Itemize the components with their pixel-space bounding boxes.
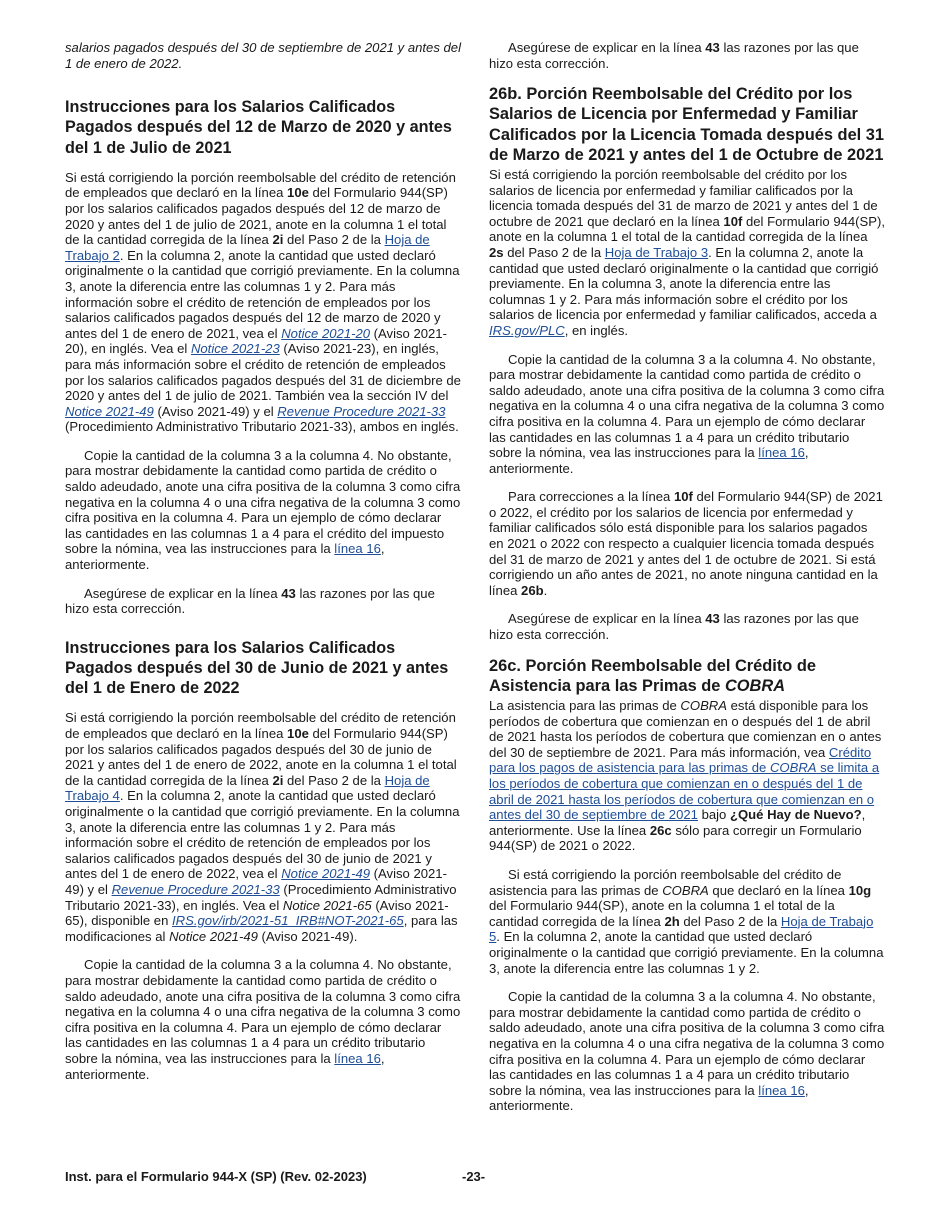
link-credito-cobra[interactable]: Crédito para los pagos de asistencia para las primas de COBRA se limita a los períodos de cobertura que comienzan en o después del 1 de abril de 2021 hasta los períodos de cobertura que comienzan en o antes del 30 de septiembre de 2021 xyxy=(489,744,880,823)
link-linea-16[interactable]: línea 16 xyxy=(334,1050,381,1066)
paragraph: Copie la cantidad de la columna 3 a la columna 4. No obstante, para mostrar debidamente la cantidad como partida de crédito o saldo adeudado, anote una cifra positiva de la columna 3 como cifra negativa en la columna 4 o una cifra negativa de la columna 3 como cifra positiva en la columna 4. Para un ejemplo de cómo declarar las cantidades en las columnas 1 a 4 para el crédito del impuesto sobre la nómina, vea las instrucciones para la línea 16, anteriormente. xyxy=(65,447,461,573)
link-notice-2021-20[interactable]: Notice 2021-20 xyxy=(281,325,371,341)
link-hoja-de-trabajo-5[interactable]: Hoja de Trabajo 5 xyxy=(489,913,874,945)
link-hoja-de-trabajo-3[interactable]: Hoja de Trabajo 3 xyxy=(604,244,709,260)
section-heading-june-2021: Instrucciones para los Salarios Calificados Pagados después del 30 de Junio de 2021 y antes del 1 de Enero de 2022 xyxy=(65,638,449,698)
paragraph: Copie la cantidad de la columna 3 a la columna 4. No obstante, para mostrar debidamente la cantidad como partida de crédito o saldo adeudado, anote una cifra positiva de la columna 3 como cifra negativa en la columna 4 o una cifra negativa de la columna 3 como cifra positiva en la columna 4. Para un ejemplo de cómo declarar las cantidades en las columnas 1 a 4 para un crédito tributario sobre la nómina, vea las instrucciones para la línea 16, anteriormente. xyxy=(65,957,461,1082)
paragraph: Si está corrigiendo la porción reembolsable del crédito de retención de empleados que declaró en la línea 10e del Formulario 944(SP) por los salarios calificados pagados después del 12 de marzo de 2020 y antes del 1 de julio de 2021, anote en la columna 1 el total de la cantidad corregida de la línea 2i del Paso 2 de la Hoja de Trabajo 2. En la columna 2, anote la cantidad que usted declaró originalmente o la cantidad que corrigió previamente. En la columna 3, anote la diferencia entre las columnas 1 y 2. Para más información sobre el crédito de retención de empleados por los salarios calificados pagados después del 12 de marzo de 2020 y antes del 1 de enero de 2021, vea el Notice 2021-20 (Aviso 2021-20), en inglés. Vea el Notice 2021-23 (Aviso 2021-23), en inglés, para más información sobre el crédito de retención de empleados por los salarios calificados pagados después del 31 de diciembre de 2020 y antes del 1 de julio de 2021. También vea la sección IV del Notice 2021-49 (Aviso 2021-49) y el Revenue Procedure 2021-33 (Procedimiento Administrativo Tributario 2021-33), ambos en inglés. xyxy=(65,169,461,435)
page-number: -23- xyxy=(462,1169,486,1184)
link-revenue-procedure-2021-33[interactable]: Revenue Procedure 2021-33 xyxy=(111,881,280,897)
link-notice-2021-23[interactable]: Notice 2021-23 xyxy=(190,341,280,357)
footer-form-title: Inst. para el Formulario 944-X (SP) (Rev. 02-2023) xyxy=(65,1169,367,1184)
section-heading-march-2020: Instrucciones para los Salarios Calificados Pagados después del 12 de Marzo de 2020 y antes del 1 de Julio de 2021 xyxy=(65,98,452,157)
link-notice-2021-49[interactable]: Notice 2021-49 xyxy=(65,403,154,419)
left-column xyxy=(65,40,461,1095)
right-column xyxy=(489,40,885,1127)
paragraph: Si está corrigiendo la porción reembolsable del crédito de asistencia para las primas de COBRA que declaró en la línea 10g del Formulario 944(SP), anote en la columna 1 el total de la cantidad corregida de la línea 2h del Paso 2 de la Hoja de Trabajo 5. En la columna 2, anote la cantidad que usted declaró originalmente o la cantidad que corrigió previamente. En la columna 3, anote la diferencia entre las columnas 1 y 2. xyxy=(489,866,884,976)
section-heading-26b: 26b. Porción Reembolsable del Crédito por los Salarios de Licencia por Enfermedad y Familiar Calificados por la Licencia Tomada después del 31 de Marzo de 2021 y antes del 1 de Octubre de 2021 xyxy=(489,85,885,164)
link-hoja-de-trabajo-4[interactable]: Hoja de Trabajo 4 xyxy=(65,772,430,804)
link-linea-16[interactable]: línea 16 xyxy=(334,541,381,557)
paragraph: Asegúrese de explicar en la línea 43 las razones por las que hizo esta corrección. xyxy=(489,611,859,643)
link-revenue-procedure-2021-33[interactable]: Revenue Procedure 2021-33 xyxy=(277,403,446,419)
link-notice-2021-49[interactable]: Notice 2021-49 xyxy=(281,866,371,882)
paragraph: Si está corrigiendo la porción reembolsable del crédito por los salarios de licencia por enfermedad y familiar calificados por la licencia tomada después del 31 de marzo de 2021 y antes del 1 de octubre de 2021 que declaró en la línea 10f del Formulario 944(SP), anote en la columna 1 el total de la cantidad corregida de la línea 2s del Paso 2 de la Hoja de Trabajo 3. En la columna 2, anote la cantidad que usted declaró originalmente o la cantidad que corrigió previamente. En la columna 3, anote la diferencia entre las columnas 1 y 2. Para más información sobre el crédito por los salarios de licencia por enfermedad y familiar calificados, acceda a IRS.gov/PLC, en inglés. xyxy=(489,167,885,338)
paragraph: Asegúrese de explicar en la línea 43 las razones por las que hizo esta corrección. xyxy=(65,585,435,617)
paragraph: Copie la cantidad de la columna 3 a la columna 4. No obstante, para mostrar debidamente la cantidad como partida de crédito o saldo adeudado, anote una cifra positiva de la columna 3 como cifra negativa en la columna 4 o una cifra negativa de la columna 3 como cifra positiva en la columna 4. Para un ejemplo de cómo declarar las cantidades en las columnas 1 a 4 para un crédito tributario sobre la nómina, vea las instrucciones para la línea 16, anteriormente. xyxy=(489,989,885,1114)
link-linea-16[interactable]: línea 16 xyxy=(758,1082,805,1098)
link-linea-16[interactable]: línea 16 xyxy=(758,445,805,461)
section-heading-26c: 26c. Porción Reembolsable del Crédito de Asistencia para las Primas de COBRA xyxy=(489,656,816,695)
link-hoja-de-trabajo-2[interactable]: Hoja de Trabajo 2 xyxy=(65,232,430,263)
paragraph: Para correcciones a la línea 10f del Formulario 944(SP) de 2021 o 2022, el crédito por los salarios de licencia por enfermedad y familiar calificados sólo está disponible para los salarios pagados en 2021 o 2022 con respecto a cualquier licencia tomada después del 31 de marzo de 2021 y antes del 1 de octubre de 2021. Si está corrigiendo un año antes de 2021, no anote ninguna cantidad en la línea 26b. xyxy=(489,489,883,598)
paragraph: Asegúrese de explicar en la línea 43 las razones por las que hizo esta corrección. xyxy=(489,40,859,71)
paragraph: La asistencia para las primas de COBRA está disponible para los períodos de cobertura que comienzan en o después del 1 de abril de 2021 hasta los períodos de cobertura que comienzan en o antes del 30 de septiembre de 2021. Para más información, vea Crédito para los pagos de asistencia para las primas de COBRA se limita a los períodos de cobertura que comienzan en o después del 1 de abril de 2021 hasta los períodos de cobertura que comienzan en o antes del 30 de septiembre de 2021 bajo ¿Qué Hay de Nuevo?, anteriormente. Use la línea 26c sólo para corregir un Formulario 944(SP) de 2021 o 2022. xyxy=(489,698,882,854)
paragraph: Copie la cantidad de la columna 3 a la columna 4. No obstante, para mostrar debidamente la cantidad como partida de crédito o saldo adeudado, anote una cifra positiva de la columna 3 como cifra negativa en la columna 4 o una cifra negativa de la columna 3 como cifra positiva en la columna 4. Para un ejemplo de cómo declarar las cantidades en las columnas 1 a 4 para un crédito tributario sobre la nómina, vea las instrucciones para la línea 16, anteriormente. xyxy=(489,351,885,476)
link-irs-plc[interactable]: IRS.gov/PLC xyxy=(489,322,565,338)
link-irb-2021-51[interactable]: IRS.gov/irb/2021-51_IRB#NOT-2021-65 xyxy=(172,913,404,929)
paragraph: Si está corrigiendo la porción reembolsable del crédito de retención de empleados que declaró en la línea 10e del Formulario 944(SP) por los salarios calificados pagados después del 30 de junio de 2021 y antes del 1 de enero de 2022, anote en la columna 1 el total de la cantidad corregida de la línea 2i del Paso 2 de la Hoja de Trabajo 4. En la columna 2, anote la cantidad que usted declaró originalmente o la cantidad que corrigió previamente. En la columna 3, anote la diferencia entre las columnas 1 y 2. Para más información sobre el crédito de retención de empleados por los salarios calificados pagados después del 30 de junio de 2021 y antes del 1 de enero de 2022, vea el Notice 2021-49 (Aviso 2021-49) y el Revenue Procedure 2021-33 (Procedimiento Administrativo Tributario 2021-33), en inglés. Vea el Notice 2021-65 (Aviso 2021-65), disponible en IRS.gov/irb/2021-51_IRB#NOT-2021-65, para las modificaciones al Notice 2021-49 (Aviso 2021-49). xyxy=(65,710,460,944)
intro-paragraph: salarios pagados después del 30 de septiembre de 2021 y antes del 1 de enero de 2022. xyxy=(65,40,461,71)
